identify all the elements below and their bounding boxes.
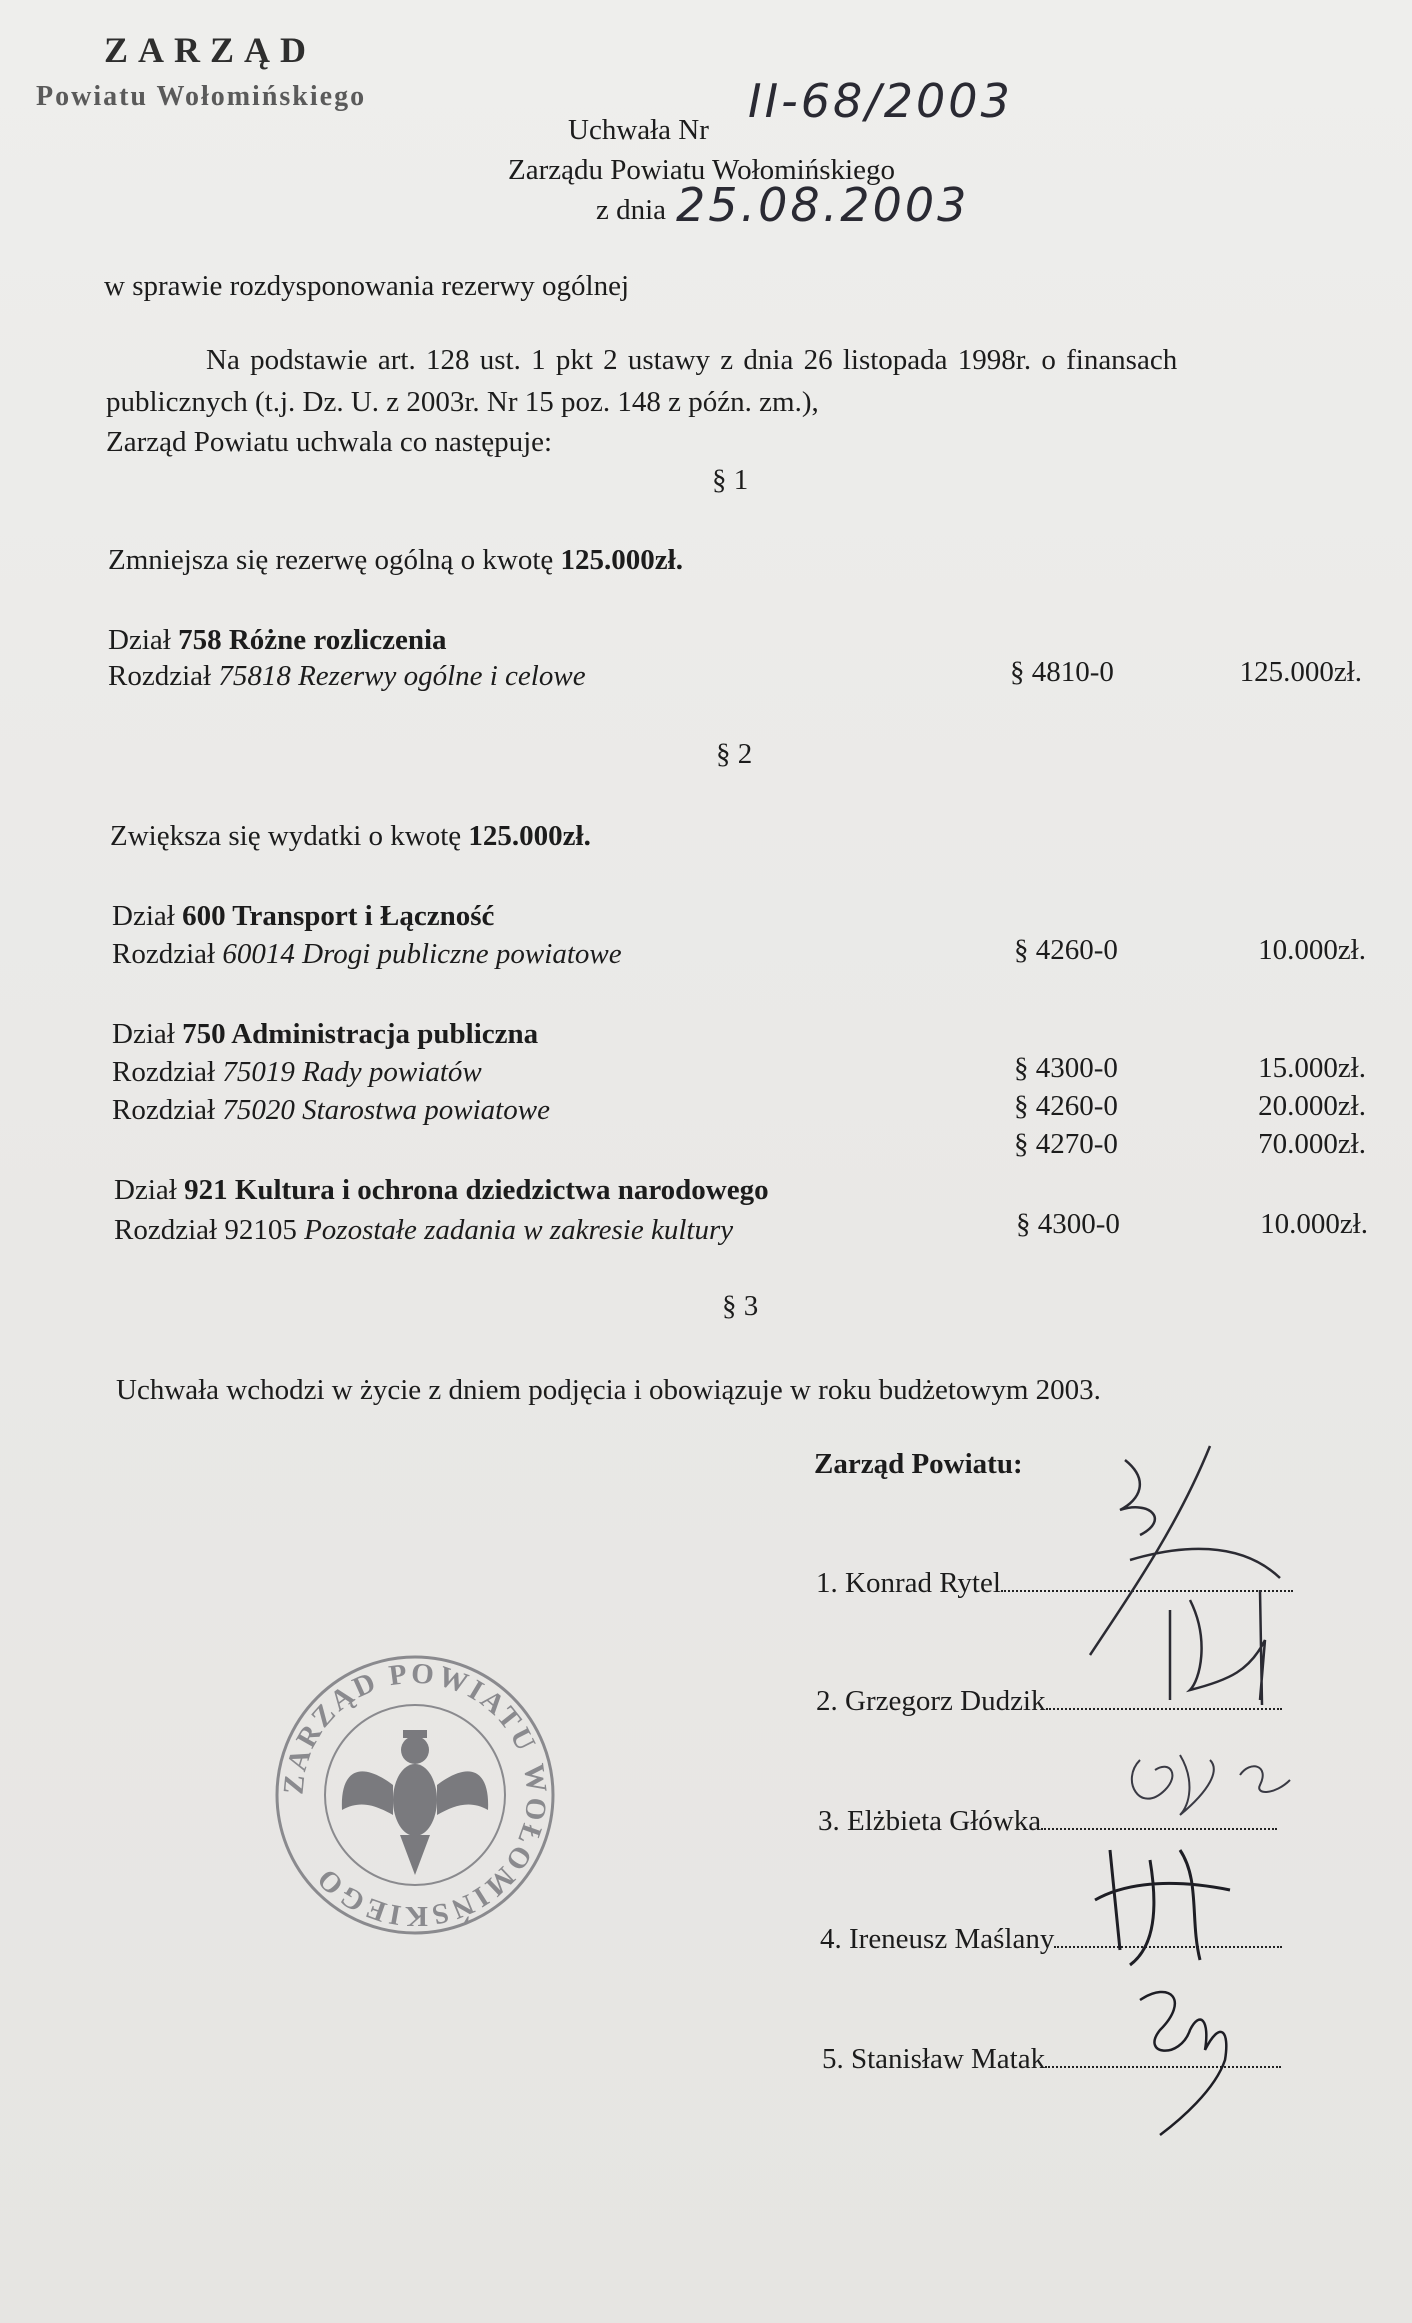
section-1-dzial [108,622,447,658]
stamp-text: ZARZĄD POWIATU WOŁOMIŃSKIEGO [277,1657,553,1933]
rozdzial-prefix: Rozdział [112,1056,223,1088]
section-1-heading: § 1 [712,464,749,496]
resolution-body: Zarządu Powiatu Wołomińskiego [508,154,895,186]
section-2-intro [110,818,591,854]
section-3-text: Uchwała wchodzi w życie z dniem podjęcia i obowiązuje w roku budżetowym 2003. [116,1374,1101,1406]
dzial-prefix: Dział [114,1174,185,1206]
dzial-code: 600 [182,900,226,932]
amount-roads: 10.000zł. [1258,934,1366,966]
section-1-paragraph: § 4810-0 [1010,656,1114,688]
rozdzial-75019 [112,1054,482,1090]
member-name: 5. Stanisław Matak [822,2043,1046,2075]
rozdzial-name: 60014 Drogi publiczne powiatowe [222,938,622,970]
section-3-heading: § 3 [722,1290,759,1322]
rozdzial-name: 75020 Starostwa powiatowe [222,1094,550,1126]
section-2-heading: § 2 [716,738,753,770]
dzial-600 [112,898,494,934]
issuer-name: ZARZĄD [104,30,317,70]
resolution-number-handwritten: II-68/2003 [748,74,1013,128]
member-name: 2. Grzegorz Dudzik [816,1685,1046,1717]
dzial-name: Administracja publiczna [225,1018,539,1050]
rozdzial-name: 75019 Rady powiatów [222,1056,482,1088]
preamble-line-2: publicznych (t.j. Dz. U. z 2003r. Nr 15 poz. 148 z późn. zm.), [106,386,819,418]
resolution-number-label: Uchwała Nr [568,114,709,146]
dzial-name: Kultura i ochrona dziedzictwa narodowego [227,1174,769,1206]
resolution-subject: w sprawie rozdysponowania rezerwy ogólnej [104,270,630,302]
official-stamp [270,1650,560,1940]
preamble-line-1: Na podstawie art. 128 ust. 1 pkt 2 ustawy z dnia 26 listopada 1998r. o finansach [206,344,1178,376]
section-1-amount: 125.000zł. [1239,656,1362,688]
amount-starostwo-4260: 20.000zł. [1258,1090,1366,1122]
dzial-code: 758 [178,624,222,656]
dzial-code: 921 [184,1174,228,1206]
paragraph-4260-roads: § 4260-0 [1014,934,1118,966]
paragraph-4260-starostwo: § 4260-0 [1014,1090,1118,1122]
section-2-intro-text: Zwiększa się wydatki o kwotę [110,820,469,852]
section-1-rozdzial [108,658,586,694]
section-2-intro-amount: 125.000zł. [468,820,591,852]
member-name: 3. Elżbieta Główka [818,1805,1042,1837]
dzial-750 [112,1016,538,1052]
rozdzial-name: Pozostałe zadania w zakresie kultury [304,1214,734,1246]
board-heading: Zarząd Powiatu: [814,1448,1023,1480]
handwritten-signature-5 [1120,1960,1260,2140]
rozdzial-name: 75818 Rezerwy ogólne i celowe [218,660,586,692]
dzial-prefix: Dział [112,1018,183,1050]
section-1-intro-amount: 125.000zł. [560,544,683,576]
dzial-prefix: Dział [108,624,179,656]
issuer-subtitle: Powiatu Wołomińskiego [36,81,367,112]
paragraph-4270-starostwo: § 4270-0 [1014,1128,1118,1160]
rozdzial-60014 [112,936,622,972]
rozdzial-prefix: Rozdział [108,660,219,692]
amount-culture: 10.000zł. [1260,1208,1368,1240]
preamble-line-3: Zarząd Powiatu uchwala co następuje: [106,426,553,458]
section-1-intro [108,542,683,578]
resolution-date-handwritten: 25.08.2003 [676,178,970,232]
resolution-date-label: z dnia [596,194,667,226]
section-1-intro-text: Zmniejsza się rezerwę ogólną o kwotę [108,544,561,576]
rozdzial-92105 [114,1212,733,1248]
amount-council: 15.000zł. [1258,1052,1366,1084]
dzial-name: Transport i Łączność [225,900,495,932]
handwritten-signature-4 [1090,1840,1240,1970]
dzial-name: Różne rozliczenia [221,624,447,656]
rozdzial-prefix: Rozdział [112,1094,223,1126]
dzial-code: 750 [182,1018,226,1050]
rozdzial-prefix: Rozdział 92105 [114,1214,305,1246]
eagle-emblem-icon [342,1730,488,1875]
member-name: 4. Ireneusz Maślany [820,1923,1055,1955]
handwritten-signature-2 [1130,1580,1310,1730]
paragraph-4300-culture: § 4300-0 [1016,1208,1120,1240]
dzial-prefix: Dział [112,900,183,932]
member-name: 1. Konrad Rytel [816,1567,1001,1599]
rozdzial-75020 [112,1092,550,1128]
handwritten-signature-3 [1110,1720,1310,1830]
rozdzial-prefix: Rozdział [112,938,223,970]
dzial-921 [114,1172,769,1208]
paragraph-4300-council: § 4300-0 [1014,1052,1118,1084]
amount-starostwo-4270: 70.000zł. [1258,1128,1366,1160]
